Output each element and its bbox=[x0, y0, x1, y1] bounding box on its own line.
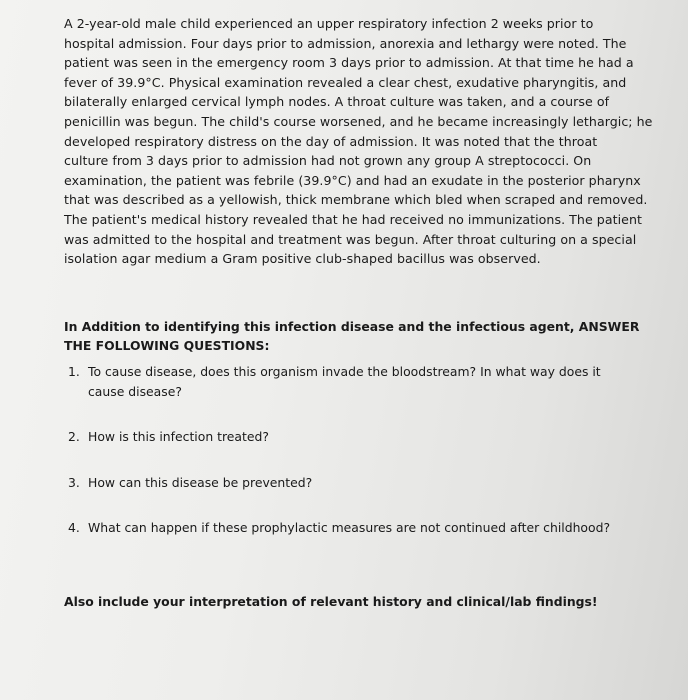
case-line: was admitted to the hospital and treatment was begun. After throat culturing on a special bbox=[64, 231, 637, 247]
question-text: To cause disease, does this organism invade the bloodstream? In what way does it bbox=[88, 363, 601, 379]
question-item bbox=[64, 518, 654, 538]
question-list bbox=[64, 362, 654, 538]
case-line: examination, the patient was febrile (39.9°C) and had an exudate in the posterior pharynx bbox=[64, 172, 641, 188]
case-line: The patient's medical history revealed that he had received no immunizations. The patient bbox=[64, 211, 642, 227]
question-number: 3. bbox=[68, 474, 80, 490]
case-line: developed respiratory distress on the day of admission. It was noted that the throat bbox=[64, 133, 598, 149]
question-text: What can happen if these prophylactic measures are not continued after childhood? bbox=[88, 520, 611, 536]
case-line: fever of 39.9°C. Physical examination revealed a clear chest, exudative pharyngitis, and bbox=[64, 74, 627, 90]
case-line: that was described as a yellowish, thick membrane which bled when scraped and removed. bbox=[64, 192, 648, 208]
instructions-heading-line: In Addition to identifying this infection disease and the infectious agent, ANSWER bbox=[64, 318, 640, 334]
case-line: hospital admission. Four days prior to admission, anorexia and lethargy were noted. The bbox=[64, 35, 627, 51]
instructions-heading-line: THE FOLLOWING QUESTIONS: bbox=[64, 338, 270, 354]
case-line: patient was seen in the emergency room 3 days prior to admission. At that time he had a bbox=[64, 55, 634, 71]
closing-note: Also include your interpretation of relevant history and clinical/lab findings! bbox=[64, 593, 598, 609]
case-line: culture from 3 days prior to admission had not grown any group A streptococci. On bbox=[64, 153, 592, 169]
case-line: A 2-year-old male child experienced an upper respiratory infection 2 weeks prior to bbox=[64, 16, 594, 31]
document-page bbox=[64, 14, 654, 611]
question-number: 4. bbox=[68, 520, 80, 536]
case-description bbox=[64, 14, 654, 269]
question-number: 1. bbox=[68, 363, 80, 379]
question-item bbox=[64, 362, 654, 401]
case-line: penicillin was begun. The child's course worsened, and he became increasingly lethargic; he bbox=[64, 113, 653, 129]
instructions-heading bbox=[64, 317, 654, 356]
question-text: cause disease? bbox=[88, 383, 182, 399]
question-text: How can this disease be prevented? bbox=[88, 474, 313, 490]
case-line: bilaterally enlarged cervical lymph nodes. A throat culture was taken, and a course of bbox=[64, 94, 610, 110]
question-number: 2. bbox=[68, 429, 80, 445]
question-item bbox=[64, 473, 654, 493]
question-text: How is this infection treated? bbox=[88, 429, 269, 445]
case-line: isolation agar medium a Gram positive club-shaped bacillus was observed. bbox=[64, 251, 541, 267]
question-item bbox=[64, 427, 654, 447]
